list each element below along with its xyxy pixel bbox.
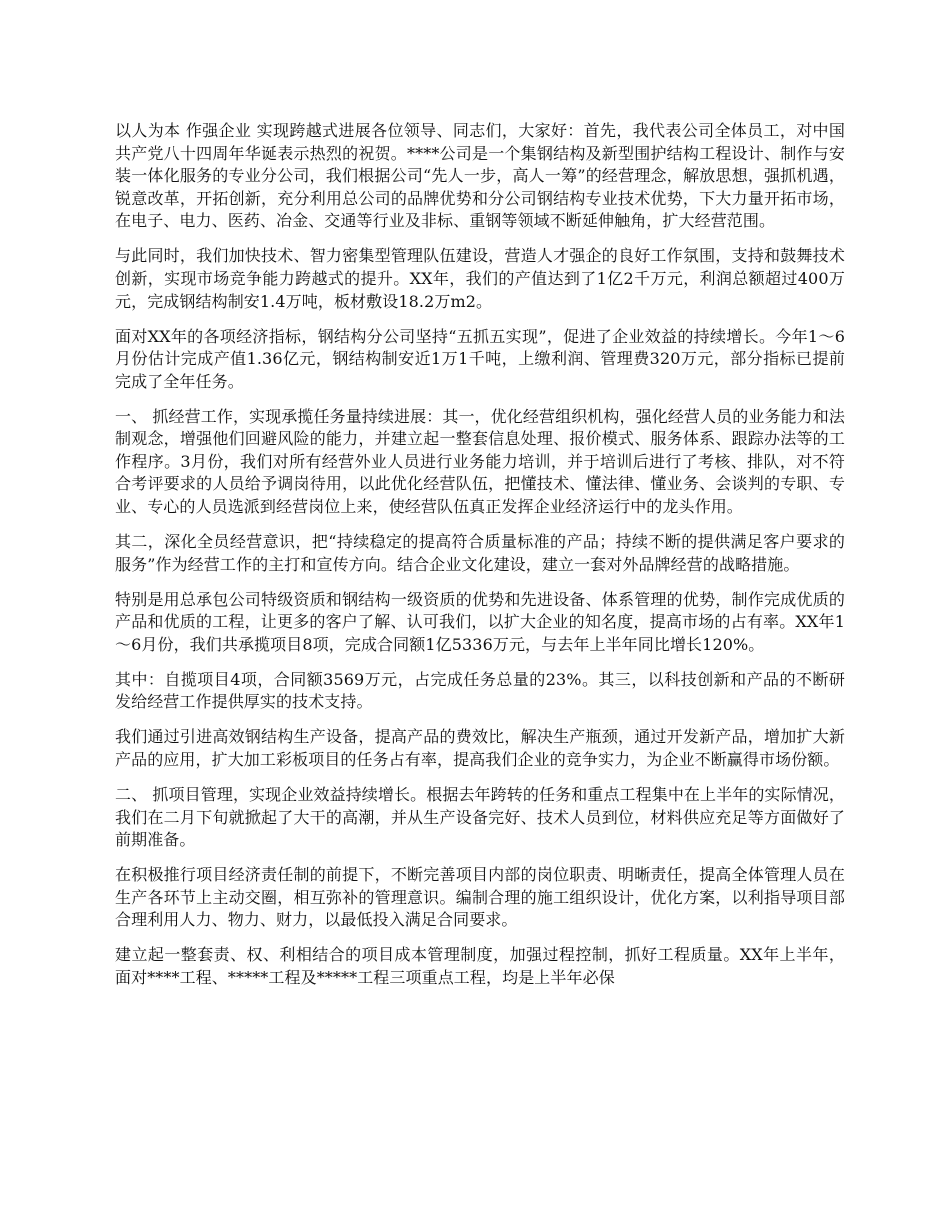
document-body [115,120,845,1002]
paragraph-3: 面对XX年的各项经济指标，钢结构分公司坚持“五抓五实现”，促进了企业效益的持续增长。今年1～6月份估计完成产值1.36亿元，钢结构制安近1万1千吨，上缴利润、管理费320万元，部分指标已提前完成了全年任务。 [115,326,845,391]
paragraph-9: 二、 抓项目管理，实现企业效益持续增长。根据去年跨转的任务和重点工程集中在上半年的实际情况，我们在二月下旬就掀起了大干的高潮，并从生产设备完好、技术人员到位，材料供应充足等方面做好了前期准备。 [115,784,845,850]
paragraph-2: 与此同时，我们加快技术、智力密集型管理队伍建设，营造人才强企的良好工作氛围，支持和鼓舞技术创新，实现市场竞争能力跨越式的提升。XX年，我们的产值达到了1亿2千万元，利润总额超过400万元，完成钢结构制安1.4万吨，板材敷设18.2万m2。 [115,246,845,311]
paragraph-1: 以人为本 作强企业 实现跨越式进展各位领导、同志们，大家好：首先，我代表公司全体员工，对中国共产党八十四周年华诞表示热烈的祝贺。****公司是一个集钢结构及新型围护结构工程设计、制作与安装一体化服务的专业分公司，我们根据公司“先人一步，高人一筹”的经营理念，解放思想，强抓机遇，锐意改革，开拓创新，充分利用总公司的品牌优势和分公司钢结构专业技术优势，下大力量开拓市场，在电子、电力、医药、冶金、交通等行业及非标、重钢等领域不断延伸触角，扩大经营范围。 [115,121,845,231]
paragraph-10: 在积极推行项目经济责任制的前提下，不断完善项目内部的岗位职责、明晰责任，提高全体管理人员在生产各环节上主动交圈，相互弥补的管理意识。编制合理的施工组织设计，优化方案，以利指导项目部合理利用人力、物力、财力，以最低投入满足合同要求。 [115,865,845,930]
paragraph-7: 其中：自揽项目4项，合同额3569万元，占完成任务总量的23%。其三，以科技创新和产品的不断研发给经营工作提供厚实的技术支持。 [115,669,845,712]
paragraph-4: 一、 抓经营工作，实现承揽任务量持续进展：其一，优化经营组织机构，强化经营人员的业务能力和法制观念，增强他们回避风险的能力，并建立起一整套信息处理、报价模式、服务体系、跟踪办法等的工作程序。3月份，我们对所有经营外业人员进行业务能力培训，并于培训后进行了考核、排队，对不符合考评要求的人员给予调岗待用，以此优化经营队伍，把懂技术、懂法律、懂业务、会谈判的专职、专业、专心的人员选派到经营岗位上来，使经营队伍真正发挥企业经济运行中的龙头作用。 [115,406,845,517]
paragraph-6: 特别是用总承包公司特级资质和钢结构一级资质的优势和先进设备、体系管理的优势，制作完成优质的产品和优质的工程，让更多的客户了解、认可我们，以扩大企业的知名度，提高市场的占有率。XX年1～6月份，我们共承揽项目8项，完成合同额1亿5336万元，与去年上半年同比增长120%。 [115,589,845,654]
paragraph-8: 我们通过引进高效钢结构生产设备，提高产品的费效比，解决生产瓶颈，通过开发新产品，增加扩大新产品的应用，扩大加工彩板项目的任务占有率，提高我们企业的竞争实力，为企业不断赢得市场份额。 [115,727,845,769]
paragraph-5: 其二，深化全员经营意识，把“持续稳定的提高符合质量标准的产品；持续不断的提供满足客户要求的服务”作为经营工作的主打和宣传方向。结合企业文化建设，建立一套对外品牌经营的战略措施。 [115,532,845,574]
paragraph-11: 建立起一整套责、权、利相结合的项目成本管理制度，加强过程控制，抓好工程质量。XX年上半年，面对****工程、*****工程及*****工程三项重点工程，均是上半年必保 [115,945,845,987]
